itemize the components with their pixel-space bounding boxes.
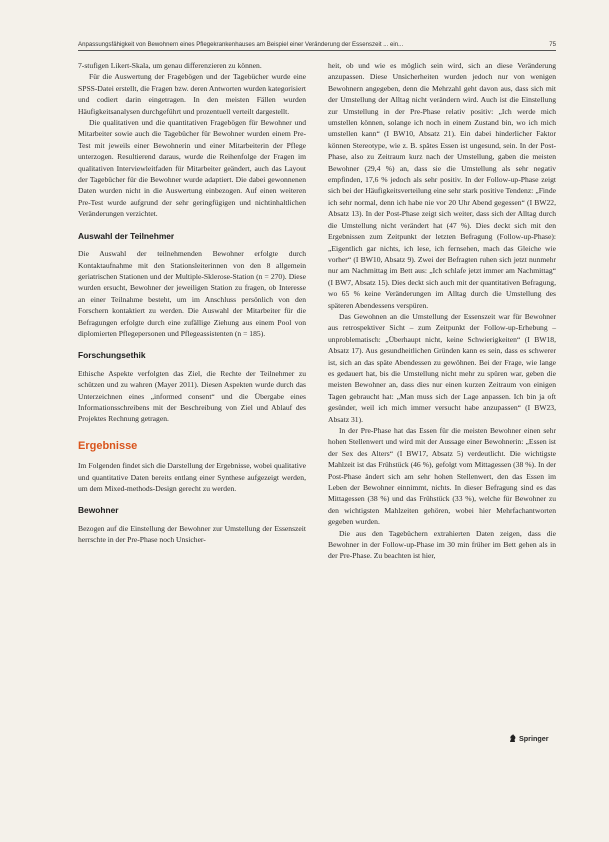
paragraph: Bezogen auf die Einstellung der Bewohner zur Umstellung der Essenszeit herrschte in der Pre-Phase noch Unsicher-: [78, 523, 306, 545]
section-heading-selection: Auswahl der Teilnehmer: [78, 230, 175, 241]
header-title: Anpassungsfähigkeit von Bewohnern eines Pflegekrankenhauses am Beispiel einer Veränderung der Essenszeit ... ein...: [78, 41, 404, 48]
right-column: [328, 60, 556, 562]
knight-icon: [508, 733, 517, 743]
paragraph: Im Folgenden findet sich die Darstellung der Ergebnisse, wobei qualitative und quantitative Daten bereits entlang einer Synthese aufgezeigt werden, um dem Mixed-methods-Design gerecht zu werden.: [78, 461, 306, 493]
running-header: [78, 40, 556, 51]
page-number: 75: [549, 41, 556, 48]
section-heading-results: Ergebnisse: [78, 439, 138, 452]
left-column: [78, 60, 306, 546]
paragraph: Die aus den Tagebüchern extrahierten Daten zeigen, dass die Bewohner in der Follow-up-Phase im 30 min früher im Bett gehen als in der Pre-Phase. Zu beachten ist hier,: [328, 528, 556, 561]
paragraph: heit, ob und wie es möglich sein wird, sich an diese Veränderung anzupassen. Diese Unsicherheiten wurden jedoch nur von wenigen Bewohnern angegeben, denn die Mehrzahl geht davon aus, dass sich mit der Umstellung der Alltag nicht verändern wird. Auch ist die Einstellung zur Umstellung in der Pre-Phase relativ positiv: „Ich werde mich umstellen können, solange ich noch in einem Zustand bin, wo ich mich umstellen kann“ (I BW10, Absatz 21). Ein dabei hinderlicher Faktor können Stereotype, wie z. B. spätes Essen ist ungesund, sein. In der Post-Phase, also zu Zeitraum kurz nach der Umstellung, gaben die meisten Bewohner (29,4 %) an, dass sie die Umstellung als sehr negativ empfinden, 17,6 % jedoch als sehr positiv. In der Follow-up-Phase zeigt sich bei der Häufigkeitsverteilung eine sehr stark positive Tendenz: „Finde ich sehr normal, denn ich habe nie vor 20 Uhr Abend gegessen“ (I BW22, Absatz 13). In der Post-Phase zeigt sich weiter, dass sich der Alltag durch die Umstellung nicht verändert hat (47 %). Dies deckt sich mit den Ergebnissen zum Zeitpunkt der letzten Befragung (Follow-up-Phase): „Eigentlich gar nichts, ich lese, ich fernsehen, mach das Gleiche wie vorher“ (I BW10, Absatz 9). Zwei der Befragten ruhen sich jetzt nunmehr nur am Nachmittag im Bett aus: „Ich schlafe jetzt immer am Nachmittag“ (I BW7, Absatz 15). Dies deckt sich auch mit der quantitativen Befragung, wo 65 % keine Veränderungen im Alltag durch die Umstellung des späteren Abendessens verspüren.: [328, 61, 556, 310]
paragraph: Für die Auswertung der Fragebögen und der Tagebücher wurde eine SPSS-Datei erstellt, die Fragen bzw. deren Antworten wurden kategorisiert und codiert darin eingetragen. In den meisten Fällen wurden Häufigkeitsanalysen durchgeführt und prozentuell verteilt dargestellt.: [78, 72, 306, 116]
paragraph: Die Auswahl der teilnehmenden Bewohner erfolgte durch Kontaktaufnahme mit den Stationsleiterinnen von den 8 allgemein geriatrischen Stationen und der Multiple-Sklerose-Station (n = 270). Diese wurden ersucht, Bewohner der jeweiligen Station zu fragen, ob Interesse an einer Teilnahme besteht, um im Anschluss persönlich von den Forschern kontaktiert zu werden. Die Auswahl der Mitarbeiter für die Befragungen erfolgte durch eine zufällige Ziehung aus einem Pool von diplomierten Pflegepersonen und Pflegeassistenten (n = 185).: [78, 249, 306, 338]
paragraph: In der Pre-Phase hat das Essen für die meisten Bewohner einen sehr hohen Stellenwert und wird mit der Aussage einer Bewohnerin: „Essen ist der Sex des Alters“ (I BW17, Absatz 5) verdeutlicht. Die wichtigste Mahlzeit ist das Frühstück (46 %), gefolgt vom Mittagessen (38 %). In der Post-Phase ändert sich am sehr hohen Stellenwert, den das Essen im Leben der Bewohner einnimmt, nichts. In dieser Befragung sind es das Mittagessen (38 %) und das Frühstück (33 %), welche für Bewohner zu den wichtigsten Mahlzeiten gehören, wobei hier Mehrfachantworten gegeben wurden.: [328, 426, 556, 527]
paragraph: Die qualitativen und die quantitativen Fragebögen für Bewohner und Mitarbeiter sowie auch die Tagebücher für Bewohner wurden einem Pre-Test mit jeweils einer Bewohnerin und einer Mitarbeiterin der Pflege unterzogen. Resultierend daraus, wurde die Reihenfolge der Fragen im qualitativen Interviewleitfaden für Mitarbeiter geändert, auch das Layout der Tagebücher für die Bewohner wurde adaptiert. Die dabei gewonnenen Daten wurden nicht in die Auswertung einbezogen. Auf einen weiteren Pre-Test wurde aufgrund der sehr geringfügigen und nichtinhaltlichen Veränderungen verzichtet.: [78, 118, 306, 219]
section-heading-residents: Bewohner: [78, 505, 119, 516]
section-heading-ethics: Forschungsethik: [78, 350, 146, 361]
paragraph: 7-stufigen Likert-Skala, um genau differenzieren zu können.: [78, 61, 262, 70]
paragraph: Das Gewohnen an die Umstellung der Essenszeit war für Bewohner aus retrospektiver Sicht – zum Zeitpunkt der Follow-up-Erhebung – unproblematisch: „Überhaupt nicht, keine Schwierigkeiten“ (I BW18, Absatz 17). Aus gesundheitlichen Gründen kann es sein, dass es schwerer ist, sich an das späte Abendessen zu gewöhnen. Bei der Frage, wie lange es gedauert hat, bis die Umstellung nicht mehr zu spüren war, geben die meisten Bewohner an, dass dies nur einen kurzen Zeitraum von einigen Tagen gebraucht hat: „Man muss sich der Lage anpassen. Ich bin ja oft gesünder, weil ich mich immer versucht habe anzupassen“ (I BW23, Absatz 31).: [328, 311, 556, 424]
paragraph: Ethische Aspekte verfolgten das Ziel, die Rechte der Teilnehmer zu schützen und zu wahren (Mayer 2011). Diesen Aspekten wurde durch das Unterzeichnen eines „informed consent“ und die Übergabe eines Informationsschreibens mit der Beschreibung von Ziel und Ablauf des Projektes Rechnung getragen.: [78, 368, 306, 424]
publisher-logo: [508, 733, 549, 743]
publisher-name: Springer: [519, 733, 549, 743]
